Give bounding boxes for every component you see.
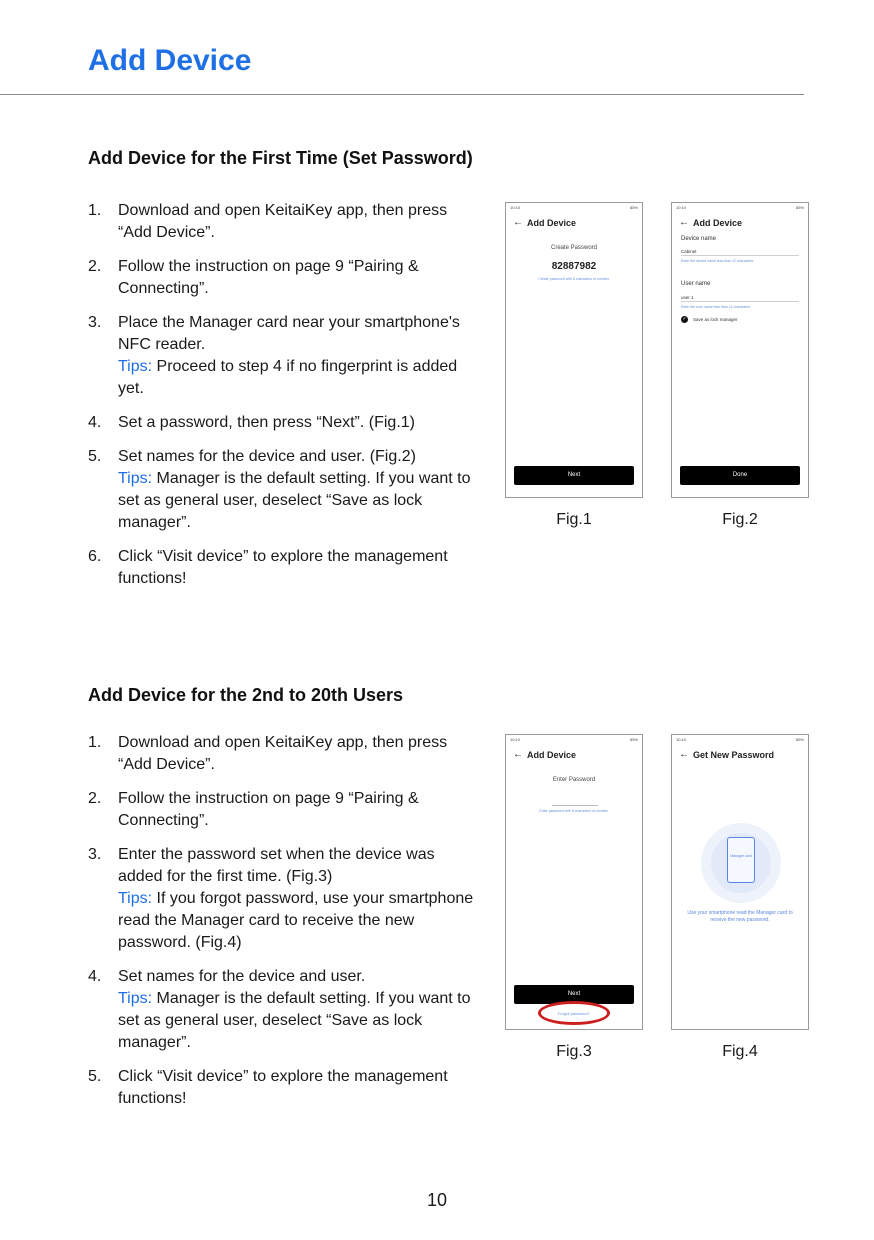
tip-label: Tips:	[118, 990, 153, 1007]
screen-title: Add Device	[527, 217, 577, 228]
tip-text: If you forgot password, use your smartphone read the Manager card to receive the new password. (Fig.4)	[118, 890, 474, 951]
step-text: Follow the instruction on page 9 “Pairing & Connecting”.	[118, 258, 419, 297]
password-value[interactable]: 82887982	[551, 261, 597, 272]
manager-card-label: Manager card	[730, 854, 752, 858]
device-name-label: Device name	[681, 236, 717, 242]
step-number: 6.	[88, 548, 102, 565]
step-text: Enter the password set when the device was added for the first time. (Fig.3)	[118, 846, 435, 885]
step-number: 2.	[88, 258, 102, 275]
step-text: Set a password, then press “Next”. (Fig.1)	[118, 414, 415, 431]
back-arrow-icon[interactable]: ←	[679, 749, 689, 760]
status-battery: 85%	[629, 737, 638, 742]
next-button[interactable]: Next	[514, 985, 634, 1004]
step-item	[88, 844, 480, 954]
step-text: Place the Manager card near your smartphone's NFC reader.	[118, 314, 460, 353]
screen-title: Add Device	[527, 749, 577, 760]
tip-text: Manager is the default setting. If you want to set as general user, deselect “Save as lock manager”.	[118, 990, 471, 1051]
page-number: 10	[426, 1190, 448, 1210]
section-heading-first-time: Add Device for the First Time (Set Password)	[88, 148, 473, 168]
step-item	[88, 256, 480, 300]
step-text: Download and open KeitaiKey app, then press “Add Device”.	[118, 734, 448, 773]
user-name-hint: Enter the user name less than 12 characters.	[681, 305, 751, 309]
back-arrow-icon[interactable]: ←	[513, 217, 523, 228]
step-text: Click “Visit device” to explore the management functions!	[118, 548, 448, 587]
status-time: 10:10	[676, 737, 687, 742]
highlight-circle	[538, 1001, 610, 1025]
status-bar	[510, 205, 638, 210]
nfc-instruction: Use your smartphone read the Manager card to receive the new password.	[687, 910, 793, 923]
step-number: 2.	[88, 790, 102, 807]
tip-label: Tips:	[118, 358, 153, 375]
device-name-field[interactable]: Cabinet	[681, 249, 799, 256]
step-item	[88, 788, 480, 832]
forgot-password-link[interactable]: Forgot password?	[557, 1011, 590, 1016]
password-hint: Enter password with 8 characters of number.	[539, 809, 609, 813]
step-item	[88, 546, 480, 590]
tip-label: Tips:	[118, 890, 153, 907]
step-item	[88, 966, 480, 1054]
app-bar	[513, 217, 576, 228]
fig4-phone-screenshot	[671, 734, 809, 1030]
step-text: Click “Visit device” to explore the management functions!	[118, 1068, 448, 1107]
tip-label: Tips:	[118, 470, 153, 487]
step-text: Set names for the device and user.	[118, 968, 366, 985]
fig2-caption: Fig.2	[722, 511, 758, 528]
status-time: 10:10	[510, 205, 521, 210]
step-body	[118, 844, 480, 954]
status-battery: 85%	[629, 205, 638, 210]
step-item	[88, 1066, 480, 1110]
back-arrow-icon[interactable]: ←	[679, 217, 689, 228]
password-hint: Create password with 8 characters of number.	[538, 277, 610, 281]
step-body	[118, 312, 480, 400]
screen-title: Add Device	[693, 217, 743, 228]
page-title: Add Device	[88, 44, 252, 77]
step-item	[88, 412, 480, 434]
status-battery: 85%	[795, 737, 804, 742]
step-item	[88, 200, 480, 244]
step-number: 1.	[88, 202, 102, 219]
step-text: Follow the instruction on page 9 “Pairing & Connecting”.	[118, 790, 419, 829]
password-input[interactable]	[552, 805, 598, 806]
step-text: Set names for the device and user. (Fig.2)	[118, 448, 416, 465]
status-time: 10:10	[510, 737, 521, 742]
app-bar	[679, 749, 774, 760]
next-button[interactable]: Next	[514, 466, 634, 485]
check-icon: ✓	[682, 316, 687, 322]
done-button[interactable]: Done	[680, 466, 800, 485]
fig3-caption: Fig.3	[556, 1043, 592, 1060]
create-password-label: Create Password	[550, 245, 598, 251]
device-name-hint: Enter the device name less than 12 characters.	[681, 259, 755, 263]
enter-password-label: Enter Password	[552, 777, 596, 783]
status-bar	[676, 205, 804, 210]
save-manager-checkbox[interactable]	[681, 316, 738, 323]
step-item	[88, 732, 480, 776]
status-bar	[510, 737, 638, 742]
step-number: 1.	[88, 734, 102, 751]
step-number: 4.	[88, 414, 102, 431]
fig3-phone-screenshot	[505, 734, 643, 1030]
screen-title: Get New Password	[693, 749, 775, 760]
fig4-caption: Fig.4	[722, 1043, 758, 1060]
step-body	[118, 966, 480, 1054]
step-item	[88, 312, 480, 400]
step-text: Download and open KeitaiKey app, then press “Add Device”.	[118, 202, 448, 241]
step-number: 5.	[88, 1068, 102, 1085]
app-bar	[679, 217, 742, 228]
app-bar	[513, 749, 576, 760]
step-item	[88, 446, 480, 534]
user-name-field[interactable]: user 1	[681, 295, 799, 302]
user-name-label: User name	[681, 281, 711, 287]
step-number: 3.	[88, 314, 102, 331]
step-number: 5.	[88, 448, 102, 465]
section-heading-additional-users: Add Device for the 2nd to 20th Users	[88, 685, 404, 705]
tip-text: Manager is the default setting. If you want to set as general user, deselect “Save as lock manager”.	[118, 470, 471, 531]
manager-card-icon	[727, 837, 755, 883]
step-number: 3.	[88, 846, 102, 863]
first-time-steps	[88, 200, 480, 602]
fig2-phone-screenshot	[671, 202, 809, 498]
fig1-caption: Fig.1	[556, 511, 592, 528]
step-body	[118, 446, 480, 534]
status-bar	[676, 737, 804, 742]
additional-user-steps	[88, 732, 480, 1122]
status-time: 10:10	[676, 205, 687, 210]
tip-text: Proceed to step 4 if no fingerprint is added yet.	[118, 358, 458, 397]
step-number: 4.	[88, 968, 102, 985]
fig1-phone-screenshot	[505, 202, 643, 498]
back-arrow-icon[interactable]: ←	[513, 749, 523, 760]
save-manager-label: Save as lock manager	[693, 317, 738, 322]
status-battery: 85%	[795, 205, 804, 210]
title-divider	[0, 94, 804, 95]
